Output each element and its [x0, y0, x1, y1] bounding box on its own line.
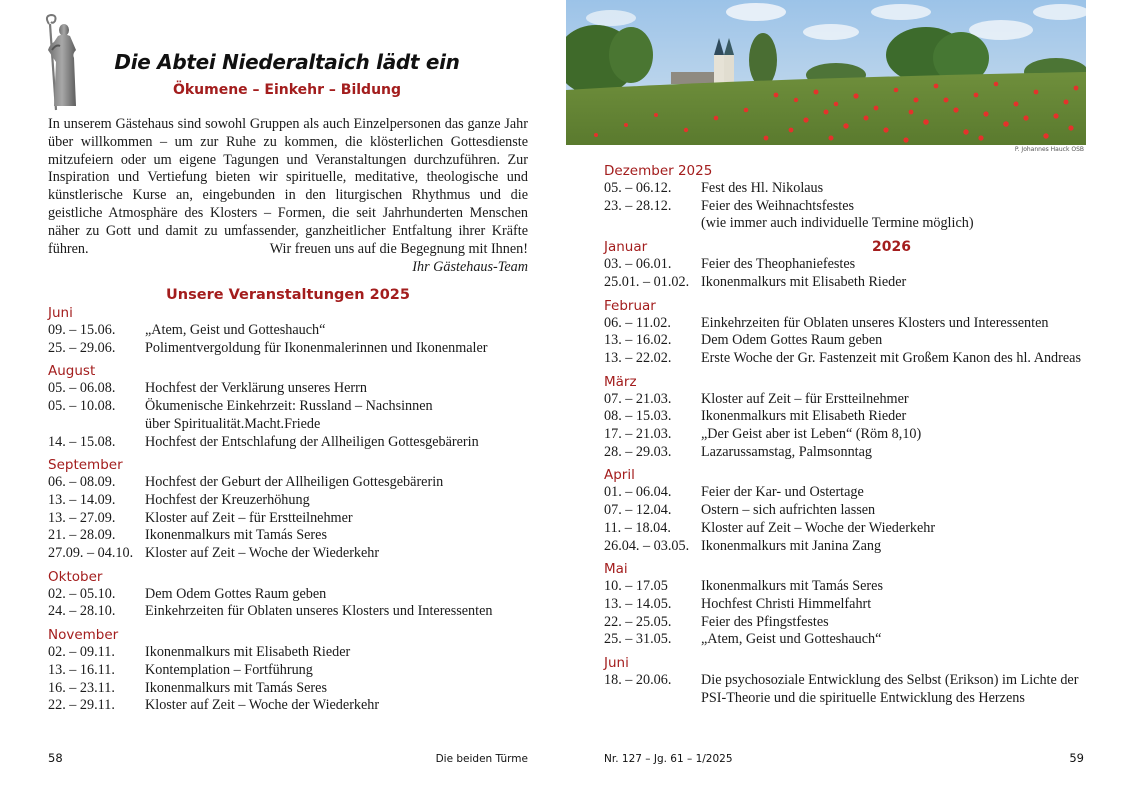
intro-paragraph: In unserem Gästehaus sind sowohl Gruppen als auch Einzelpersonen das ganze Jahr über willkommen – um zur Ruhe zu kommen, die klösterlichen Gottesdienste mitzufeiern oder um eigene Tagungen und Veranstaltungen durchzuführen. Zur Inspiration und Vertiefung bieten wir spirituelle, meditative, theologische und künstlerische Kurse an, eingebunden in den liturgischen Rhythmus und die geistliche Atmosphäre des Klosters – Formen, die seit Jahrhunderten Menschen näher zu Gott und damit zu umfassender, ganzheitlicher Entfaltung ihrer Kräfte führen.: [48, 116, 528, 257]
events-heading: Unsere Veranstaltungen 2025: [166, 287, 410, 303]
event-row: [48, 644, 538, 662]
event-title: Kloster auf Zeit – für Erstteilnehmer: [701, 390, 909, 407]
event-date: 03. – 06.01.: [604, 256, 672, 273]
photo-credit: P. Johannes Hauck OSB: [1014, 146, 1084, 153]
event-row-continuation: [604, 215, 1104, 233]
intro-signature: Ihr Gästehaus-Team: [412, 259, 528, 275]
event-date: 07. – 21.03.: [604, 390, 672, 407]
month-heading: April: [604, 467, 635, 484]
event-date: 02. – 09.11.: [48, 644, 115, 661]
event-date: 11. – 18.04.: [604, 519, 671, 536]
event-title: Die psychosoziale Entwicklung des Selbst (Erikson) im Lichte der: [701, 672, 1079, 689]
event-date: 23. – 28.12.: [604, 197, 672, 214]
event-row: [48, 545, 538, 563]
event-row: [48, 586, 538, 604]
month-heading: Juni: [48, 305, 73, 321]
event-row: [48, 380, 538, 398]
event-date: 25.01. – 01.02.: [604, 273, 690, 290]
month-heading: September: [48, 457, 123, 474]
year-marker: 2026: [872, 239, 911, 256]
month-heading: Mai: [604, 561, 628, 578]
month-heading: August: [48, 363, 96, 380]
event-row: [604, 391, 1104, 409]
schedule-2025: [48, 305, 538, 715]
event-title: Hochfest Christi Himmelfahrt: [701, 595, 872, 612]
event-date: 18. – 20.06.: [604, 672, 672, 689]
event-row: [48, 492, 538, 510]
event-date: 05. – 06.08.: [48, 380, 116, 397]
event-title: Fest des Hl. Nikolaus: [701, 180, 824, 196]
event-row: [48, 662, 538, 680]
event-row: [48, 398, 538, 416]
event-date: 25. – 29.06.: [48, 339, 116, 356]
event-date: 22. – 29.11.: [48, 697, 115, 714]
event-row: [48, 322, 538, 340]
event-row: [604, 426, 1104, 444]
schedule-2025-2026: [604, 163, 1104, 707]
month-heading: Oktober: [48, 568, 103, 585]
event-row: [604, 614, 1104, 632]
event-title: Ökumenische Einkehrzeit: Russland – Nachsinnen: [145, 398, 433, 415]
event-title: Kloster auf Zeit – Woche der Wiederkehr: [145, 697, 380, 714]
month-heading: März: [604, 373, 637, 390]
event-date: 13. – 16.02.: [604, 332, 672, 349]
event-row: [604, 350, 1104, 368]
page-subtitle: Ökumene – Einkehr – Bildung: [172, 82, 402, 98]
event-date: 25. – 31.05.: [604, 631, 672, 648]
event-date: 24. – 28.10.: [48, 603, 116, 620]
event-date: 26.04. – 03.05.: [604, 537, 690, 554]
event-row: [604, 332, 1104, 350]
event-date: 14. – 15.08.: [48, 433, 116, 450]
event-date: 10. – 17.05: [604, 578, 668, 595]
event-title: Dem Odem Gottes Raum geben: [145, 585, 327, 602]
event-title: Ikonenmalkurs mit Elisabeth Rieder: [701, 273, 907, 290]
event-title: „Der Geist aber ist Leben“ (Röm 8,10): [701, 426, 922, 443]
event-row: [604, 484, 1104, 502]
event-date: 16. – 23.11.: [48, 679, 115, 696]
event-row-continuation: [48, 416, 538, 434]
month-heading: Januar: [604, 239, 648, 256]
event-title: Kloster auf Zeit – für Erstteilnehmer: [145, 509, 353, 526]
event-title: Feier des Theophaniefestes: [701, 256, 856, 273]
footer-publication-title: Die beiden Türme: [435, 753, 528, 765]
event-title: Hochfest der Verklärung unseres Herrn: [145, 380, 367, 397]
event-title: Einkehrzeiten für Oblaten unseres Klosters und Interessenten: [701, 314, 1049, 331]
event-title: Ikonenmalkurs mit Tamás Seres: [145, 527, 327, 544]
event-title: „Atem, Geist und Gotteshauch“: [701, 631, 882, 648]
event-row: [48, 510, 538, 528]
event-title: Feier der Kar- und Ostertage: [701, 484, 864, 501]
event-date: 01. – 06.04.: [604, 484, 672, 501]
event-title: Dem Odem Gottes Raum geben: [701, 332, 883, 349]
event-date: 22. – 25.05.: [604, 613, 672, 630]
event-row: [604, 408, 1104, 426]
event-row: [604, 596, 1104, 614]
event-row: [604, 672, 1104, 690]
event-date: 13. – 14.05.: [604, 595, 672, 612]
intro-greeting: Wir freuen uns auf die Begegnung mit Ihnen!: [269, 241, 528, 257]
event-date: 05. – 10.08.: [48, 398, 116, 415]
abbot-statue-image: [40, 14, 88, 114]
event-title: Hochfest der Geburt der Allheiligen Gottesgebärerin: [145, 474, 444, 491]
month-heading: Februar: [604, 297, 656, 314]
month-heading: Juni: [604, 655, 629, 672]
month-heading-with-year: [604, 239, 1104, 256]
event-date: 07. – 12.04.: [604, 502, 672, 519]
event-row: [48, 697, 538, 715]
event-date: 13. – 27.09.: [48, 509, 116, 526]
event-date: 06. – 11.02.: [604, 314, 671, 331]
event-row: [604, 180, 1104, 198]
page-title: Die Abtei Niederaltaich lädt ein: [114, 50, 460, 74]
event-row-continuation: [604, 690, 1104, 708]
event-date: 13. – 22.02.: [604, 349, 672, 366]
event-title: Feier des Weihnachtsfestes: [701, 197, 855, 214]
event-title: Hochfest der Entschlafung der Allheiligen Gottesgebärerin: [145, 433, 479, 450]
event-date: 13. – 14.09.: [48, 491, 116, 508]
event-title: Hochfest der Kreuzerhöhung: [145, 491, 310, 508]
event-title: Ikonenmalkurs mit Janina Zang: [701, 537, 882, 554]
event-row: [604, 274, 1104, 292]
event-title-line2: (wie immer auch individuelle Termine möglich): [701, 215, 974, 232]
event-title: Ikonenmalkurs mit Tamás Seres: [145, 679, 327, 696]
event-row: [48, 474, 538, 492]
event-date: 08. – 15.03.: [604, 408, 672, 425]
event-row: [48, 340, 538, 358]
event-row: [604, 444, 1104, 462]
event-row: [604, 538, 1104, 556]
right-page: [566, 0, 1132, 800]
month-heading: Dezember 2025: [604, 163, 713, 179]
event-date: 28. – 29.03.: [604, 443, 672, 460]
event-row: [604, 631, 1104, 649]
event-title: Kloster auf Zeit – Woche der Wiederkehr: [145, 545, 380, 562]
event-date: 27.09. – 04.10.: [48, 545, 134, 562]
event-row: [48, 434, 538, 452]
event-title: Erste Woche der Gr. Fastenzeit mit Großem Kanon des hl. Andreas: [701, 349, 1081, 366]
event-row: [604, 315, 1104, 333]
event-title: Kloster auf Zeit – Woche der Wiederkehr: [701, 519, 936, 536]
event-title: Ikonenmalkurs mit Elisabeth Rieder: [145, 644, 351, 661]
event-title: „Atem, Geist und Gotteshauch“: [145, 322, 326, 338]
event-row: [48, 603, 538, 621]
event-date: 09. – 15.06.: [48, 322, 116, 338]
footer-issue-info: Nr. 127 – Jg. 61 – 1/2025: [604, 753, 733, 765]
event-row: [604, 256, 1104, 274]
event-title: Polimentvergoldung für Ikonenmalerinnen und Ikonenmaler: [145, 339, 488, 356]
event-title: Ikonenmalkurs mit Tamás Seres: [701, 578, 883, 595]
event-date: 21. – 28.09.: [48, 527, 116, 544]
event-row: [604, 198, 1104, 216]
event-date: 05. – 06.12.: [604, 180, 672, 196]
event-row: [604, 578, 1104, 596]
event-date: 13. – 16.11.: [48, 661, 115, 678]
month-heading: November: [48, 627, 119, 644]
page-number-right: 59: [1069, 751, 1084, 765]
event-title: Ostern – sich aufrichten lassen: [701, 502, 876, 519]
event-title: Kontemplation – Fortführung: [145, 661, 313, 678]
event-title: Einkehrzeiten für Oblaten unseres Klosters und Interessenten: [145, 603, 493, 620]
event-date: 02. – 05.10.: [48, 585, 116, 602]
event-row: [48, 527, 538, 545]
poppy-field-photo: [566, 0, 1086, 145]
event-row: [604, 502, 1104, 520]
event-title: Feier des Pfingstfestes: [701, 613, 829, 630]
event-row: [604, 520, 1104, 538]
event-title-line2: PSI-Theorie und die spirituelle Entwicklung des Herzens: [701, 689, 1025, 706]
event-row: [48, 680, 538, 698]
event-title-line2: über Spiritualität.Macht.Friede: [145, 415, 321, 432]
event-title: Lazarussamstag, Palmsonntag: [701, 443, 872, 460]
page-number-left: 58: [48, 751, 63, 765]
event-date: 17. – 21.03.: [604, 426, 672, 443]
event-title: Ikonenmalkurs mit Elisabeth Rieder: [701, 408, 907, 425]
event-date: 06. – 08.09.: [48, 474, 116, 491]
